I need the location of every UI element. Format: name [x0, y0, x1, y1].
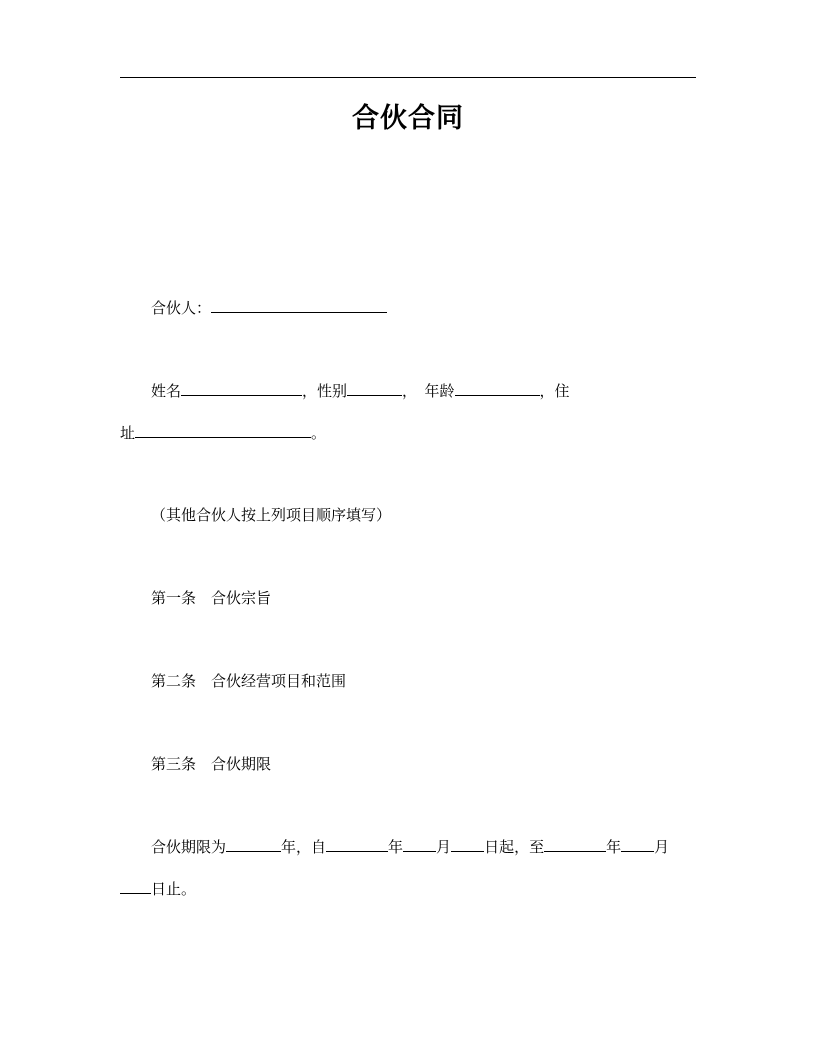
start-month-label: 月	[436, 838, 452, 856]
address-label-part1: ，住	[539, 382, 570, 400]
term-line-2	[120, 879, 196, 899]
gender-blank[interactable]	[347, 381, 402, 396]
end-day-blank[interactable]	[120, 879, 151, 894]
start-day-label: 日起，至	[484, 838, 545, 856]
partner-blank[interactable]	[211, 298, 387, 313]
article-3-heading: 第三条 合伙期限	[151, 755, 272, 773]
term-line-1	[151, 837, 669, 857]
end-month-blank[interactable]	[621, 837, 654, 852]
address-period: 。	[311, 424, 327, 442]
address-line	[120, 423, 326, 443]
term-year-label: 年，自	[281, 838, 327, 856]
age-label: ， 年龄	[402, 382, 455, 400]
article-1-heading: 第一条 合伙宗旨	[151, 589, 272, 607]
document-title: 合伙合同	[352, 103, 464, 134]
name-label: 姓名	[151, 382, 182, 400]
end-year-label: 年	[606, 838, 622, 856]
start-year-label: 年	[388, 838, 404, 856]
start-year-blank[interactable]	[326, 837, 388, 852]
partner-line	[151, 298, 387, 318]
age-blank[interactable]	[455, 381, 540, 396]
end-year-blank[interactable]	[544, 837, 606, 852]
gender-label: ，性别	[302, 382, 348, 400]
start-day-blank[interactable]	[451, 837, 484, 852]
fill-note: （其他合伙人按上列项目顺序填写）	[151, 506, 392, 524]
article-2-heading: 第二条 合伙经营项目和范围	[151, 672, 347, 690]
end-day-label: 日止。	[151, 880, 197, 898]
name-blank[interactable]	[181, 381, 302, 396]
partner-label: 合伙人：	[151, 299, 212, 317]
term-years-blank[interactable]	[226, 837, 281, 852]
address-label-part2: 址	[120, 424, 136, 442]
end-month-label: 月	[654, 838, 670, 856]
personal-info-line	[151, 381, 570, 401]
term-prefix: 合伙期限为	[151, 838, 227, 856]
address-blank[interactable]	[135, 423, 311, 438]
header-rule	[120, 77, 696, 78]
start-month-blank[interactable]	[403, 837, 436, 852]
